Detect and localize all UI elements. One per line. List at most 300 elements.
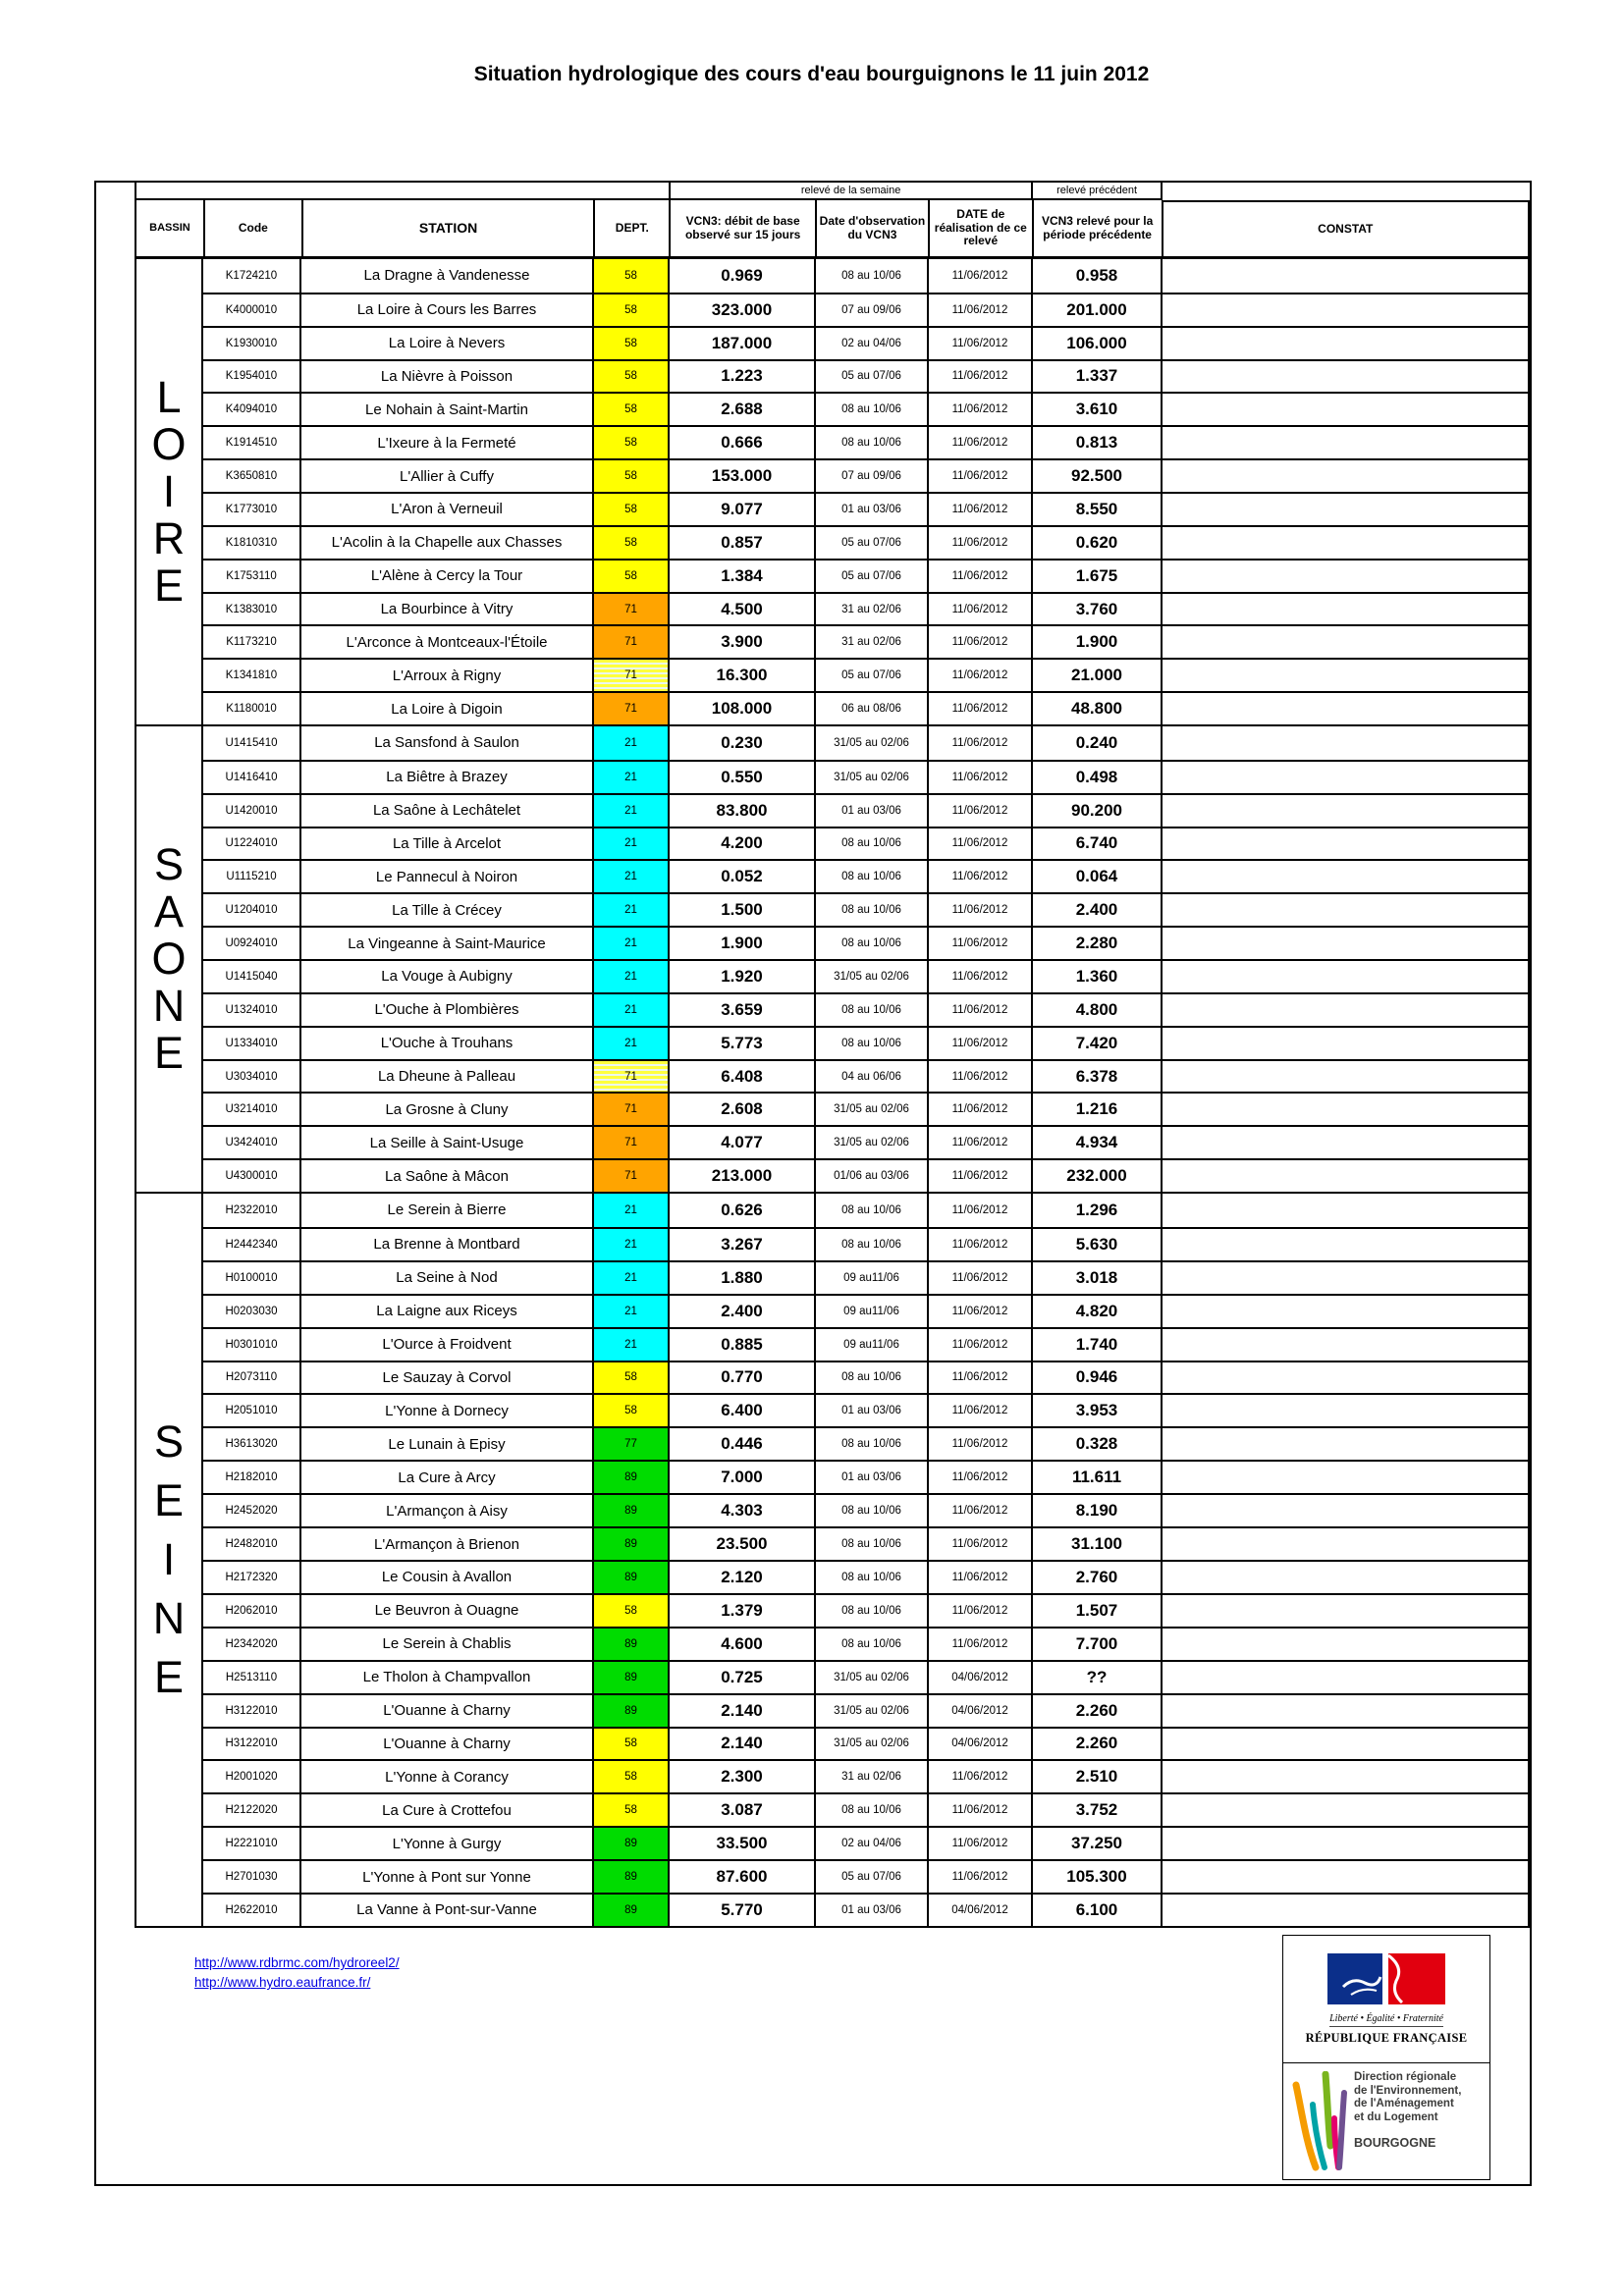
date-realisation-cell: 11/06/2012 [929,361,1033,393]
station-cell: Le Serein à Bierre [301,1194,594,1227]
constat-cell [1163,494,1530,525]
vcn3-cell: 2.400 [670,1296,816,1327]
code-cell: K1954010 [203,361,301,393]
station-cell: L'Alène à Cercy la Tour [301,561,594,592]
constat-cell [1163,1861,1530,1893]
vcn3-previous-cell: 0.946 [1033,1362,1163,1394]
date-realisation-cell: 11/06/2012 [929,394,1033,425]
date-realisation-cell: 11/06/2012 [929,460,1033,492]
vcn3-previous-cell: 1.337 [1033,361,1163,393]
date-realisation-cell: 11/06/2012 [929,626,1033,658]
date-observation-cell: 31/05 au 02/06 [816,1662,929,1693]
page-title: Situation hydrologique des cours d'eau bourguignons le 11 juin 2012 [473,63,1150,85]
table-row [203,592,1530,625]
dept-cell: 71 [594,693,670,724]
vcn3-previous-cell: 6.378 [1033,1061,1163,1093]
dreal-title-lines [1354,2071,1461,2124]
code-cell: H2342020 [203,1629,301,1660]
station-cell: La Sansfond à Saulon [301,726,594,760]
table-row [203,691,1530,724]
station-cell: La Dragne à Vandenesse [301,259,594,293]
date-realisation-cell: 11/06/2012 [929,828,1033,860]
table-row [203,892,1530,926]
dept-cell: 58 [594,294,670,326]
code-cell: H3613020 [203,1428,301,1460]
date-observation-cell: 08 au 10/06 [816,1028,929,1059]
date-observation-cell: 31/05 au 02/06 [816,726,929,760]
dept-cell: 58 [594,1794,670,1826]
station-cell: La Tille à Arcelot [301,828,594,860]
vcn3-previous-cell: 1.296 [1033,1194,1163,1227]
code-cell: U1415410 [203,726,301,760]
footer-link[interactable]: http://www.rdbrmc.com/hydroreel2/ [194,1955,400,1970]
date-realisation-cell: 11/06/2012 [929,1528,1033,1560]
date-realisation-cell: 11/06/2012 [929,328,1033,359]
date-observation-cell: 08 au 10/06 [816,828,929,860]
code-cell: K1773010 [203,494,301,525]
station-cell: Le Cousin à Avallon [301,1562,594,1593]
vcn3-cell: 2.140 [670,1695,816,1727]
dept-cell: 71 [594,1160,670,1192]
date-realisation-cell: 11/06/2012 [929,1595,1033,1627]
vcn3-cell: 3.900 [670,626,816,658]
table-row [203,525,1530,559]
constat-cell [1163,394,1530,425]
date-observation-cell: 01 au 03/06 [816,1462,929,1493]
dept-cell: 21 [594,1028,670,1059]
vcn3-previous-cell: 1.675 [1033,561,1163,592]
code-cell: H2513110 [203,1662,301,1693]
constat-cell [1163,1262,1530,1294]
code-cell: H2073110 [203,1362,301,1394]
code-cell: U1415040 [203,961,301,992]
table-row [203,624,1530,658]
table-row [203,1792,1530,1826]
constat-cell [1163,795,1530,827]
vcn3-previous-cell: 3.953 [1033,1395,1163,1426]
date-realisation-cell: 11/06/2012 [929,1761,1033,1792]
basin-label [136,1194,203,1926]
date-realisation-cell: 11/06/2012 [929,1629,1033,1660]
code-cell: H3122010 [203,1695,301,1727]
dept-cell: 21 [594,1296,670,1327]
station-cell: Le Beuvron à Ouagne [301,1595,594,1627]
table-row [203,1361,1530,1394]
code-cell: H2622010 [203,1895,301,1926]
vcn3-previous-cell: 1.900 [1033,626,1163,658]
date-observation-cell: 08 au 10/06 [816,259,929,293]
dept-cell: 58 [594,1729,670,1760]
table-row [203,1460,1530,1493]
footer [96,1928,1530,2184]
vcn3-previous-cell: 6.740 [1033,828,1163,860]
dept-cell: 58 [594,361,670,393]
vcn3-cell: 4.200 [670,828,816,860]
vcn3-previous-cell: 0.328 [1033,1428,1163,1460]
date-realisation-cell: 11/06/2012 [929,1262,1033,1294]
station-cell: La Loire à Nevers [301,328,594,359]
table-row [203,1560,1530,1593]
date-observation-cell: 09 au11/06 [816,1262,929,1294]
vcn3-cell: 1.384 [670,561,816,592]
date-observation-cell: 08 au 10/06 [816,894,929,926]
station-cell: La Grosne à Cluny [301,1094,594,1125]
vcn3-cell: 2.140 [670,1729,816,1760]
table-row [203,1893,1530,1926]
date-observation-cell: 08 au 10/06 [816,1562,929,1593]
vcn3-previous-cell: 7.700 [1033,1629,1163,1660]
dept-cell: 58 [594,328,670,359]
basin-letter: S [153,1416,184,1467]
date-realisation-cell: 11/06/2012 [929,494,1033,525]
vcn3-previous-cell: 1.216 [1033,1094,1163,1125]
vcn3-cell: 87.600 [670,1861,816,1893]
table-row [203,1260,1530,1294]
date-observation-cell: 08 au 10/06 [816,1229,929,1260]
date-realisation-cell: 11/06/2012 [929,1495,1033,1526]
constat-cell [1163,1428,1530,1460]
constat-cell [1163,1528,1530,1560]
band-week-label: relevé de la semaine [671,183,1033,198]
vcn3-cell: 1.900 [670,928,816,959]
vcn3-cell: 4.600 [670,1629,816,1660]
date-observation-cell: 08 au 10/06 [816,928,929,959]
basin-letter: E [153,1475,184,1525]
dreal-logo [1282,2063,1490,2180]
basin-label [136,259,203,724]
vcn3-previous-cell: 6.100 [1033,1895,1163,1926]
date-realisation-cell: 11/06/2012 [929,294,1033,326]
constat-cell [1163,1495,1530,1526]
constat-cell [1163,427,1530,458]
basin-section [135,259,1530,726]
date-realisation-cell: 11/06/2012 [929,1296,1033,1327]
station-cell: L'Yonne à Corancy [301,1761,594,1792]
date-realisation-cell: 11/06/2012 [929,1861,1033,1893]
vcn3-previous-cell: 106.000 [1033,328,1163,359]
constat-cell [1163,1562,1530,1593]
vcn3-cell: 153.000 [670,460,816,492]
dept-cell: 89 [594,1462,670,1493]
footer-link[interactable]: http://www.hydro.eaufrance.fr/ [194,1975,371,1990]
date-observation-cell: 08 au 10/06 [816,1629,929,1660]
station-cell: L'Ouche à Plombières [301,994,594,1026]
vcn3-cell: 4.303 [670,1495,816,1526]
date-observation-cell: 09 au11/06 [816,1329,929,1361]
dept-cell: 58 [594,259,670,293]
constat-cell [1163,1595,1530,1627]
header-dept: DEPT. [595,200,671,256]
date-realisation-cell: 04/06/2012 [929,1895,1033,1926]
vcn3-previous-cell: 37.250 [1033,1828,1163,1859]
station-cell: L'Ixeure à la Fermeté [301,427,594,458]
vcn3-previous-cell: 8.190 [1033,1495,1163,1526]
date-observation-cell: 07 au 09/06 [816,460,929,492]
code-cell: U1324010 [203,994,301,1026]
vcn3-cell: 5.770 [670,1895,816,1926]
vcn3-cell: 108.000 [670,693,816,724]
vcn3-cell: 3.087 [670,1794,816,1826]
vcn3-previous-cell: 48.800 [1033,693,1163,724]
vcn3-previous-cell: 1.360 [1033,961,1163,992]
code-cell: U3424010 [203,1127,301,1158]
table-row [203,1727,1530,1760]
date-realisation-cell: 11/06/2012 [929,1194,1033,1227]
footer-links [194,1955,400,1990]
station-cell: La Seille à Saint-Usuge [301,1127,594,1158]
table-row [203,326,1530,359]
date-realisation-cell: 11/06/2012 [929,1828,1033,1859]
constat-cell [1163,1028,1530,1059]
vcn3-cell: 4.500 [670,594,816,625]
station-cell: La Dheune à Palleau [301,1061,594,1093]
vcn3-cell: 3.659 [670,994,816,1026]
station-cell: L'Arroux à Rigny [301,660,594,691]
code-cell: K1180010 [203,693,301,724]
code-cell: K1810310 [203,527,301,559]
basin-section [135,726,1530,1194]
dept-cell: 58 [594,394,670,425]
constat-cell [1163,626,1530,658]
constat-cell [1163,561,1530,592]
date-observation-cell: 01 au 03/06 [816,1895,929,1926]
dept-cell: 21 [594,828,670,860]
basin-letter: E [153,1028,184,1078]
constat-cell [1163,1729,1530,1760]
date-observation-cell: 08 au 10/06 [816,861,929,892]
vcn3-cell: 3.267 [670,1229,816,1260]
code-cell: U1420010 [203,795,301,827]
table-row [203,1660,1530,1693]
vcn3-previous-cell: 2.400 [1033,894,1163,926]
vcn3-previous-cell: 90.200 [1033,795,1163,827]
band-row [135,183,1163,200]
station-cell: L'Yonne à Pont sur Yonne [301,1861,594,1893]
table-row [203,259,1530,293]
date-realisation-cell: 11/06/2012 [929,1094,1033,1125]
dept-cell: 58 [594,1761,670,1792]
vcn3-previous-cell: 0.498 [1033,762,1163,793]
vcn3-previous-cell: 21.000 [1033,660,1163,691]
dept-cell: 21 [594,894,670,926]
dreal-strokes-icon [1288,2071,1349,2171]
date-observation-cell: 02 au 04/06 [816,1828,929,1859]
vcn3-previous-cell: 2.760 [1033,1562,1163,1593]
dept-cell: 21 [594,795,670,827]
dept-cell: 89 [594,1528,670,1560]
constat-cell [1163,294,1530,326]
dept-cell: 58 [594,1395,670,1426]
vcn3-cell: 6.408 [670,1061,816,1093]
date-observation-cell: 08 au 10/06 [816,1595,929,1627]
date-realisation-cell: 11/06/2012 [929,693,1033,724]
rf-name: RÉPUBLIQUE FRANÇAISE [1305,2030,1468,2045]
dept-cell: 21 [594,961,670,992]
basin-letter: N [152,1593,186,1643]
dept-cell: 89 [594,1861,670,1893]
dept-cell: 71 [594,626,670,658]
code-cell: H2221010 [203,1828,301,1859]
dept-cell: 58 [594,561,670,592]
vcn3-previous-cell: 0.958 [1033,259,1163,293]
code-cell: U3214010 [203,1094,301,1125]
vcn3-previous-cell: 8.550 [1033,494,1163,525]
dreal-title-line: de l'Aménagement [1354,2098,1454,2109]
constat-cell [1163,1695,1530,1727]
basin-letter: I [162,1534,176,1584]
station-cell: L'Arconce à Montceaux-l'Étoile [301,626,594,658]
table-row [203,1526,1530,1560]
basin-letter: S [153,839,184,889]
header-date-realisation: DATE de réalisation de ce relevé [930,200,1034,256]
date-observation-cell: 05 au 07/06 [816,527,929,559]
station-cell: La Vouge à Aubigny [301,961,594,992]
station-cell: La Bourbince à Vitry [301,594,594,625]
band-empty-cell [136,183,671,198]
date-realisation-cell: 11/06/2012 [929,1160,1033,1192]
table-body [135,259,1530,1928]
date-observation-cell: 08 au 10/06 [816,394,929,425]
vcn3-previous-cell: 0.620 [1033,527,1163,559]
code-cell: K1753110 [203,561,301,592]
dept-cell: 21 [594,1329,670,1361]
vcn3-previous-cell: 2.260 [1033,1729,1163,1760]
report-frame [94,181,1532,2186]
vcn3-cell: 1.920 [670,961,816,992]
station-cell: La Tille à Crécey [301,894,594,926]
vcn3-cell: 2.120 [670,1562,816,1593]
station-cell: L'Armançon à Aisy [301,1495,594,1526]
basin-letter: E [153,561,184,611]
dept-cell: 21 [594,994,670,1026]
station-cell: L'Ouche à Trouhans [301,1028,594,1059]
dept-cell: 58 [594,527,670,559]
vcn3-previous-cell: 105.300 [1033,1861,1163,1893]
constat-cell [1163,1395,1530,1426]
dept-cell: 58 [594,460,670,492]
code-cell: K1724210 [203,259,301,293]
dept-cell: 21 [594,1262,670,1294]
date-realisation-cell: 11/06/2012 [929,1794,1033,1826]
station-cell: Le Lunain à Episy [301,1428,594,1460]
code-cell: H2182010 [203,1462,301,1493]
code-cell: H0100010 [203,1262,301,1294]
station-cell: Le Pannecul à Noiron [301,861,594,892]
station-cell: Le Tholon à Champvallon [301,1662,594,1693]
table-row [203,1693,1530,1727]
basin-letter: R [152,513,186,563]
basin-letter: N [152,981,186,1031]
logos [1282,1935,1490,2180]
constat-cell [1163,594,1530,625]
header-vcn3: VCN3: débit de base observé sur 15 jours [671,200,817,256]
date-realisation-cell: 11/06/2012 [929,660,1033,691]
date-observation-cell: 31/05 au 02/06 [816,1094,929,1125]
constat-cell [1163,1329,1530,1361]
code-cell: U1204010 [203,894,301,926]
vcn3-previous-cell: 3.610 [1033,394,1163,425]
code-cell: H2452020 [203,1495,301,1526]
station-cell: L'Aron à Verneuil [301,494,594,525]
date-realisation-cell: 04/06/2012 [929,1662,1033,1693]
station-cell: La Saône à Mâcon [301,1160,594,1192]
date-realisation-cell: 11/06/2012 [929,1428,1033,1460]
vcn3-previous-cell: 1.740 [1033,1329,1163,1361]
station-cell: La Brenne à Montbard [301,1229,594,1260]
dept-cell: 89 [594,1828,670,1859]
station-cell: La Vingeanne à Saint-Maurice [301,928,594,959]
vcn3-cell: 213.000 [670,1160,816,1192]
vcn3-previous-cell: 92.500 [1033,460,1163,492]
vcn3-cell: 2.300 [670,1761,816,1792]
vcn3-cell: 9.077 [670,494,816,525]
basin-section [135,1194,1530,1928]
code-cell: H2001020 [203,1761,301,1792]
code-cell: U1334010 [203,1028,301,1059]
station-cell: La Cure à Crottefou [301,1794,594,1826]
basin-letter: O [151,934,187,984]
table-row [203,492,1530,525]
code-cell: U1416410 [203,762,301,793]
vcn3-cell: 16.300 [670,660,816,691]
table-row [203,559,1530,592]
constat-cell [1163,361,1530,393]
constat-cell [1163,961,1530,992]
station-cell: La Biêtre à Brazey [301,762,594,793]
header-station: STATION [303,200,596,256]
vcn3-previous-cell: 4.800 [1033,994,1163,1026]
dept-cell: 58 [594,427,670,458]
vcn3-cell: 0.725 [670,1662,816,1693]
date-realisation-cell: 11/06/2012 [929,928,1033,959]
constat-cell [1163,1629,1530,1660]
date-observation-cell: 05 au 07/06 [816,361,929,393]
table-row [203,992,1530,1026]
table-row [203,827,1530,860]
constat-cell [1163,1061,1530,1093]
code-cell: U3034010 [203,1061,301,1093]
code-cell: U1115210 [203,861,301,892]
station-cell: L'Ouanne à Charny [301,1695,594,1727]
code-cell: K3650810 [203,460,301,492]
vcn3-cell: 83.800 [670,795,816,827]
code-cell: K1914510 [203,427,301,458]
vcn3-previous-cell: 2.280 [1033,928,1163,959]
date-realisation-cell: 11/06/2012 [929,427,1033,458]
table-row [203,1158,1530,1192]
date-realisation-cell: 11/06/2012 [929,961,1033,992]
basin-label [136,726,203,1192]
date-realisation-cell: 11/06/2012 [929,1362,1033,1394]
date-observation-cell: 06 au 08/06 [816,693,929,724]
vcn3-previous-cell: 3.018 [1033,1262,1163,1294]
constat-cell [1163,1462,1530,1493]
date-realisation-cell: 11/06/2012 [929,762,1033,793]
station-cell: L'Ouanne à Charny [301,1729,594,1760]
constat-cell [1163,1160,1530,1192]
dept-cell: 89 [594,1895,670,1926]
date-observation-cell: 01/06 au 03/06 [816,1160,929,1192]
dreal-title-line: Direction régionale [1354,2071,1457,2083]
table-row [203,359,1530,393]
date-observation-cell: 08 au 10/06 [816,1794,929,1826]
republique-francaise-logo [1282,1935,1490,2063]
dept-cell: 21 [594,762,670,793]
code-cell: H0203030 [203,1296,301,1327]
header-vcn3-previous: VCN3 relevé pour la période précédente [1034,200,1163,256]
code-cell: H2122020 [203,1794,301,1826]
table-row [203,1327,1530,1361]
